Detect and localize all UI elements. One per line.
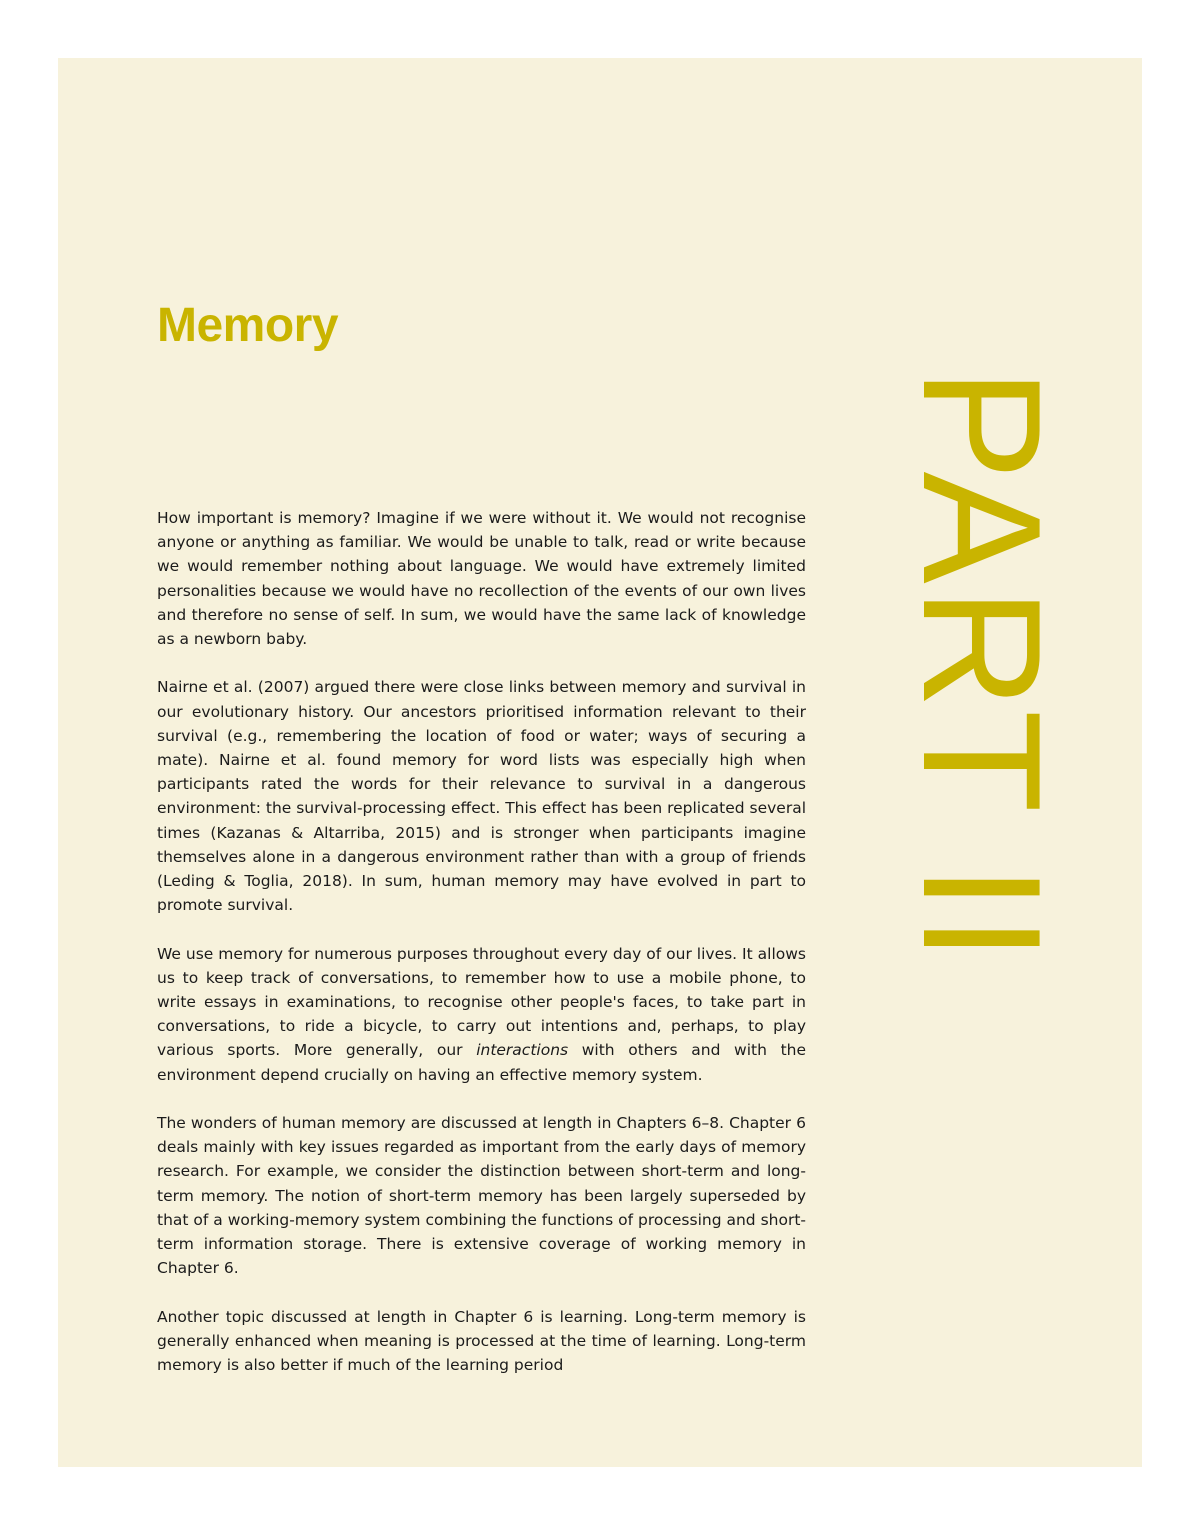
body-text [157, 506, 806, 1401]
paragraph-2: Nairne et al. (2007) argued there were close links between memory and survival in our evolutionary history. Our ancestors prioritised information relevant to their survival (e.g., remembering the location of food or water; ways of securing a mate). Nairne et al. found memory for word lists was especially high when participants rated the words for their relevance to survival in a dangerous environment: the survival-processing effect. This effect has been replicated several times (Kazanas & Altarriba, 2015) and is stronger when participants imagine themselves alone in a dangerous environment rather than with a group of friends (Leding & Toglia, 2018). In sum, human memory may have evolved in part to promote survival. [157, 678, 806, 915]
paragraph-3-text-end: with others and with the environment depend crucially on having an effective memory system. [157, 1041, 807, 1084]
emphasis-interactions: interactions [476, 1041, 569, 1060]
book-page [58, 58, 1142, 1467]
paragraph-1: How important is memory? Imagine if we were without it. We would not recognise anyone or anything as familiar. We would be unable to talk, read or write because we would remember nothing about language. We would have extremely limited personalities because we would have no recollection of the events of our own lives and therefore no sense of self. In sum, we would have the same lack of knowledge as a newborn baby. [157, 509, 806, 649]
section-title: Memory [157, 299, 339, 352]
paragraph-3 [157, 942, 806, 1087]
paragraph-3-text-start: We use memory for numerous purposes throughout every day of our lives. It allows us to keep track of conversations, to remember how to use a mobile phone, to write essays in examinations, to recognise other people's faces, to take part in conversations, to ride a bicycle, to carry out intentions and, perhaps, to play various sports. More generally, our [157, 944, 806, 1060]
paragraph-5: Another topic discussed at length in Chapter 6 is learning. Long-term memory is generally enhanced when meaning is processed at the time of learning. Long-term memory is also better if much of the learning period [157, 1307, 806, 1375]
paragraph-4: The wonders of human memory are discussed at length in Chapters 6–8. Chapter 6 deals mainly with key issues regarded as important from the early days of memory research. For example, we consider the distinction between short-term and long-term memory. The notion of short-term memory has been largely superseded by that of a working-memory system combining the functions of processing and short-term information storage. There is extensive coverage of working memory in Chapter 6. [157, 1114, 806, 1278]
part-label: PART II [888, 368, 1076, 966]
